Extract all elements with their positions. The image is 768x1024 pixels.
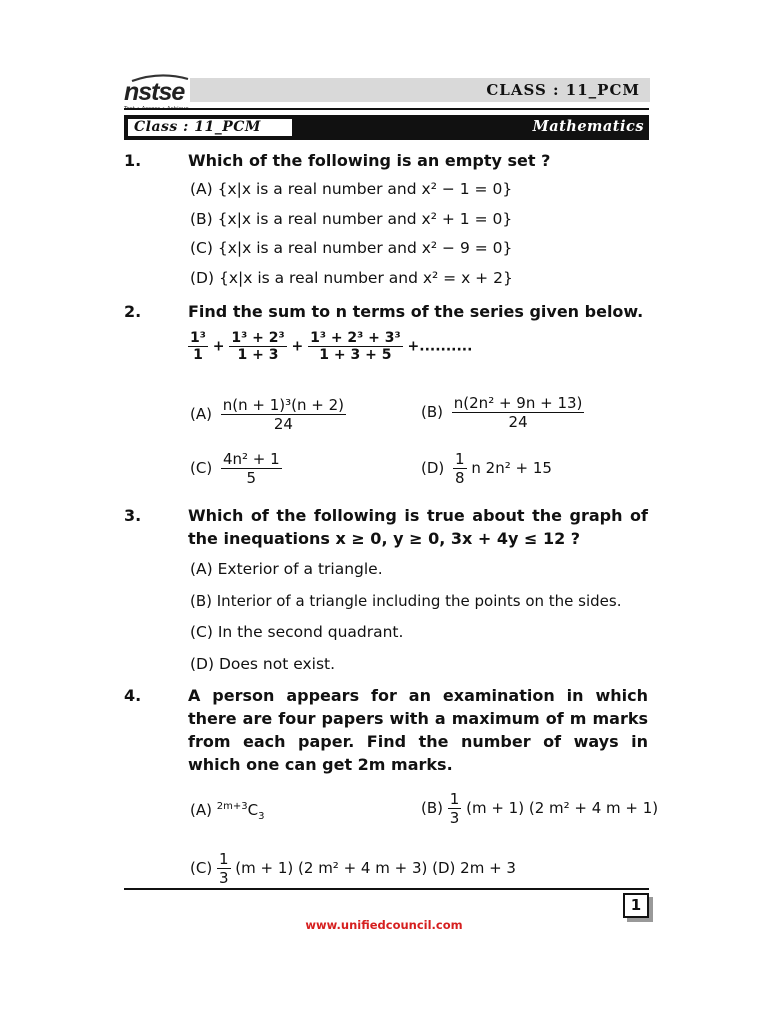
option-a: (A) {x|x is a real number and x² − 1 = 0} [190, 180, 513, 198]
option-a: (A) $^{2m+3}C_3$ [190, 801, 265, 822]
question-text: A person appears for an examination in which there are four papers with a maximum of m marks from each paper. Find the number of ways in which one can get 2m marks. [188, 686, 648, 774]
series-term-1: $\frac{\text{1³}}{1}$ [190, 330, 206, 363]
option-d: (D) {x|x is a real number and x² = x + 2} [190, 269, 513, 287]
option-a: (A) Exterior of a triangle. [190, 560, 383, 578]
option-c: (C) $\frac{\text{4n² + 1}}{5}$ [190, 450, 280, 487]
fraction: $\frac{\text{n(n + 1)³(n + 2)}}{24}$ [222, 396, 344, 433]
option-b: (B) $\frac{1}{3}$ (m + 1) (2 m² + 4 m + 1) [421, 790, 659, 827]
option-b: (B) $\frac{\text{n(2n² + 9n + 13)}}{24}$ [421, 394, 583, 431]
option-c: (C) In the second quadrant. [190, 623, 404, 641]
series-term-2: $\frac{\text{1³ + 2³}}{1 + 3}$ [231, 330, 285, 363]
subject-title: Mathematics [532, 118, 644, 135]
fraction: $\frac{1}{3}$ [218, 850, 229, 887]
class-header-text: CLASS : 11_PCM [486, 81, 640, 99]
option-a: (A) $\frac{\text{n(n + 1)³(n + 2)}}{24}$ [190, 396, 344, 433]
option-b: (B) Interior of a triangle including the points on the sides. [190, 592, 622, 610]
option-d: (D) Does not exist. [190, 655, 336, 673]
series-tail: +.......... [407, 338, 473, 355]
page-number: 1 [623, 893, 649, 918]
fraction: $\frac{1}{8}$ [455, 450, 465, 487]
question-number: 4. [124, 686, 142, 705]
fraction: $\frac{\text{n(2n² + 9n + 13)}}{24}$ [453, 394, 583, 431]
question-number: 2. [124, 302, 142, 321]
fraction: $\frac{\text{4n² + 1}}{5}$ [222, 450, 280, 487]
footer-url[interactable]: www.unifiedcouncil.com [305, 918, 463, 932]
header-rule [124, 108, 649, 110]
question-text: Which of the following is an empty set ? [188, 151, 551, 170]
question-number: 1. [124, 151, 142, 170]
option-d: (D) 2m + 3 [432, 859, 516, 877]
class-box-label: Class : 11_PCM [134, 119, 261, 135]
option-c: (C) {x|x is a real number and x² − 9 = 0} [190, 239, 513, 257]
class-box [127, 118, 293, 137]
class-header-bar [190, 78, 650, 102]
question-text: Which of the following is true about the graph of the inequations x ≥ 0, y ≥ 0, 3x + 4y ≤ 12 ? [188, 506, 648, 548]
question-text: Find the sum to n terms of the series given below. [188, 302, 644, 321]
option-b: (B) {x|x is a real number and x² + 1 = 0} [190, 210, 513, 228]
fraction: $\frac{1}{3}$ [449, 790, 460, 827]
option-c: (C) $\frac{1}{3}$ (m + 1) (2 m² + 4 m + 3) (D) 2m + 3 [190, 850, 516, 887]
series-term-3: $\frac{\text{1³ + 2³ + 3³}}{1 + 3 + 5}$ [310, 330, 401, 363]
footer-rule [124, 888, 649, 890]
option-d: (D) $\frac{1}{8}$ n 2n² + 15 [421, 450, 552, 487]
series-expression: $\frac{\text{1³}}{1}$ + $\frac{\text{1³ + 2³}}{1 + 3}$ + $\frac{\text{1³ + 2³ + 3³}}{1 + 3 + 5}$ +.......... [190, 330, 473, 363]
logo-wordmark: nstse [124, 78, 185, 106]
question-number: 3. [124, 506, 142, 525]
